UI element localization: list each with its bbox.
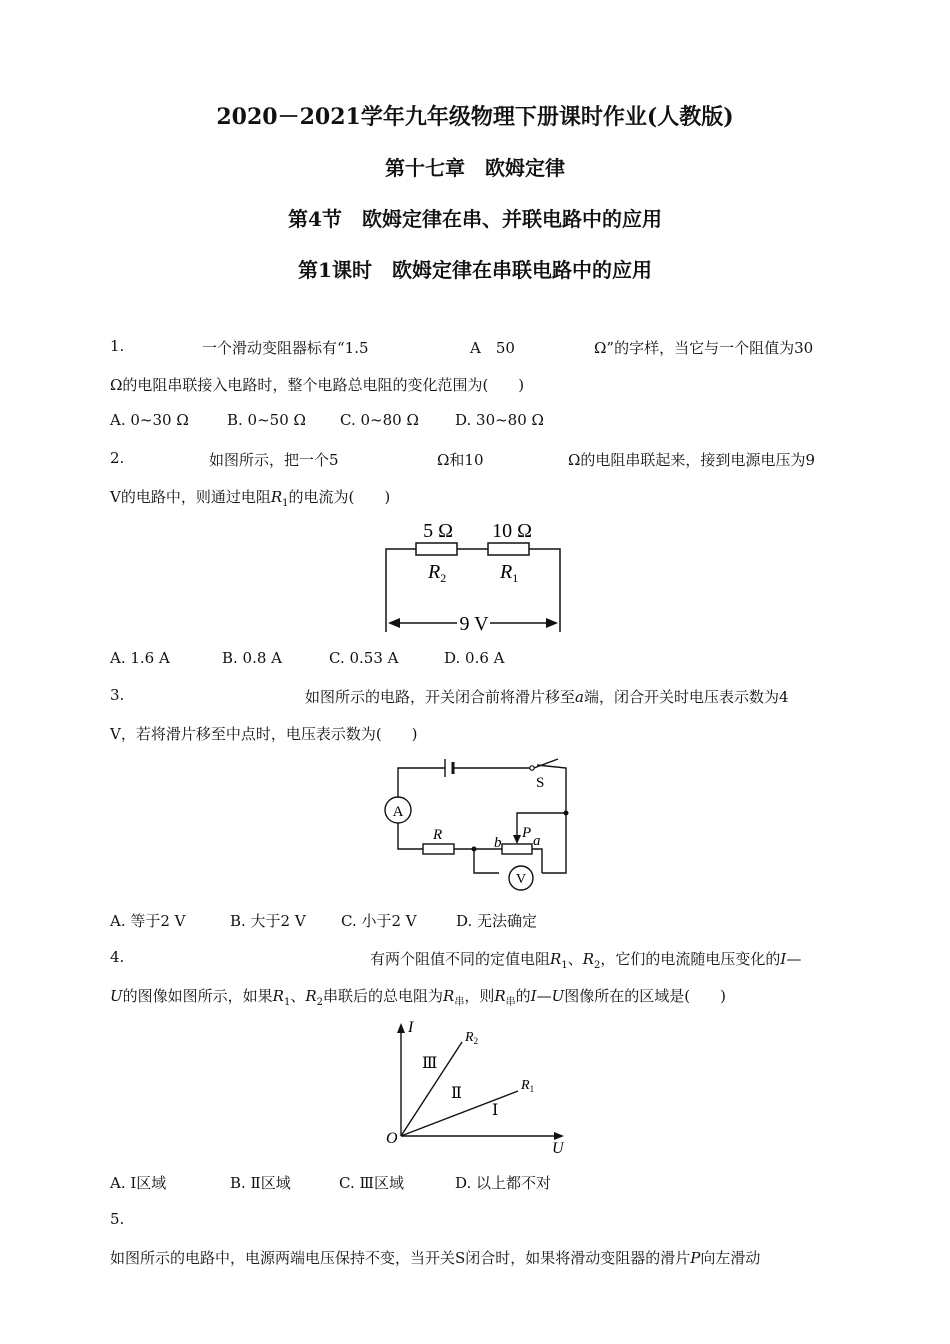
q2-option-d: D. 0.6 A [444, 649, 505, 667]
q2-resistor-r2 [416, 543, 457, 555]
q3-option-b: B. 大于2 V [230, 912, 306, 930]
q1-text-b: A 50 [470, 339, 515, 357]
q3-resistor-label: R [433, 827, 443, 843]
q2-resistor-r1 [488, 543, 529, 555]
q1-text-line2: Ω的电阻串联接入电路时，整个电路总电阻的变化范围为( ) [110, 376, 525, 394]
q2-text-line2: V的电路中，则通过电阻$R_1$的电流为( ) [110, 488, 391, 509]
q2-series-circuit-figure [380, 512, 570, 640]
q3-switch-label: S [536, 775, 545, 791]
q4-text-line2: U的图像如图所示，如果$R_1$、$R_2$串联后的总电阻为$R_串$，则$R_串$的I—U图像所在的区域是( ) [110, 987, 726, 1008]
q3-end-a-label: a [533, 833, 541, 849]
q2-text-b: Ω和10 [437, 451, 484, 469]
q4-origin-label: O [386, 1130, 398, 1147]
q1-option-a: A. 0~30 Ω [110, 411, 189, 429]
lesson-title: 第1课时 欧姆定律在串联电路中的应用 [298, 258, 652, 282]
q4-text-a: 有两个阻值不同的定值电阻$R_1$、$R_2$，它们的电流随电压变化的I— [370, 950, 802, 971]
q1-text-a: 一个滑动变阻器标有“1.5 [202, 339, 369, 357]
q2-text-a: 如图所示，把一个5 [209, 451, 339, 469]
q1-option-c: C. 0~80 Ω [340, 411, 419, 429]
section-title: 第4节 欧姆定律在串、并联电路中的应用 [288, 207, 662, 231]
q2-r2-value-label: 5 Ω [423, 520, 453, 542]
doc-title: 2020－2021学年九年级物理下册课时作业(人教版) [216, 104, 734, 130]
q2-voltage-label: 9 V [459, 613, 489, 635]
q4-number: 4. [110, 948, 125, 966]
q4-x-axis-arrowhead [554, 1132, 564, 1140]
q4-region-3-label: Ⅲ [422, 1055, 438, 1072]
q4-r1-line-label: $R_1$ [521, 1078, 535, 1094]
q3-text-a: 如图所示的电路，开关闭合前将滑片移至a端，闭合开关时电压表示数为4 [305, 688, 789, 706]
q4-region-1-label: Ⅰ [492, 1102, 499, 1119]
q3-end-b-label: b [494, 835, 502, 851]
q4-option-a: A. Ⅰ区域 [110, 1174, 167, 1192]
q1-option-b: B. 0~50 Ω [227, 411, 306, 429]
q4-y-axis-arrowhead [397, 1023, 405, 1033]
q4-option-d: D. 以上都不对 [455, 1174, 552, 1192]
q1-text-c: Ω”的字样，当它与一个阻值为30 [594, 339, 814, 357]
q4-y-axis-label: I [408, 1019, 414, 1036]
q3-voltmeter-label: V [515, 872, 527, 887]
q2-arrowhead-right [546, 618, 558, 628]
q3-ammeter-label: A [392, 804, 404, 820]
q3-option-c: C. 小于2 V [341, 912, 417, 930]
q3-junction-dot-b [472, 847, 477, 852]
q2-option-a: A. 1.6 A [110, 649, 170, 667]
q4-option-c: C. Ⅲ区域 [339, 1174, 404, 1192]
q2-option-b: B. 0.8 A [222, 649, 283, 667]
q5-number: 5. [110, 1210, 125, 1228]
q3-slider-arrowhead [513, 835, 521, 844]
q3-text-line2: V，若将滑片移至中点时，电压表示数为( ) [110, 725, 418, 743]
q2-number: 2. [110, 449, 125, 467]
q3-resistor-r [423, 844, 454, 854]
q2-option-c: C. 0.53 A [329, 649, 399, 667]
q3-option-a: A. 等于2 V [110, 912, 186, 930]
q4-region-2-label: Ⅱ [451, 1085, 462, 1102]
q3-switch-contact [530, 766, 534, 770]
q5-text-line2: 如图所示的电路中，电源两端电压保持不变，当开关S闭合时，如果将滑动变阻器的滑片P向左滑动 [110, 1249, 761, 1267]
chapter-title: 第十七章 欧姆定律 [385, 156, 565, 180]
q2-r2-name-label: $R_2$ [428, 561, 447, 585]
q4-x-axis-label: U [552, 1140, 564, 1155]
q3-circuit-figure [378, 755, 578, 895]
q2-r1-value-label: 10 Ω [492, 520, 532, 542]
q2-text-c: Ω的电阻串联起来，接到电源电压为9 [568, 451, 815, 469]
q1-option-d: D. 30~80 Ω [455, 411, 544, 429]
q3-slider-p-label: P [522, 825, 532, 841]
q2-arrowhead-left [388, 618, 400, 628]
q3-number: 3. [110, 686, 125, 704]
q4-option-b: B. Ⅱ区域 [230, 1174, 291, 1192]
q4-r2-line-label: $R_2$ [465, 1030, 479, 1046]
q2-r1-name-label: $R_1$ [500, 561, 519, 585]
q3-rheostat [502, 844, 532, 854]
q1-number: 1. [110, 337, 125, 355]
q3-junction-dot-right [564, 811, 569, 816]
q3-option-d: D. 无法确定 [456, 912, 538, 930]
q4-iu-graph [378, 1015, 578, 1155]
